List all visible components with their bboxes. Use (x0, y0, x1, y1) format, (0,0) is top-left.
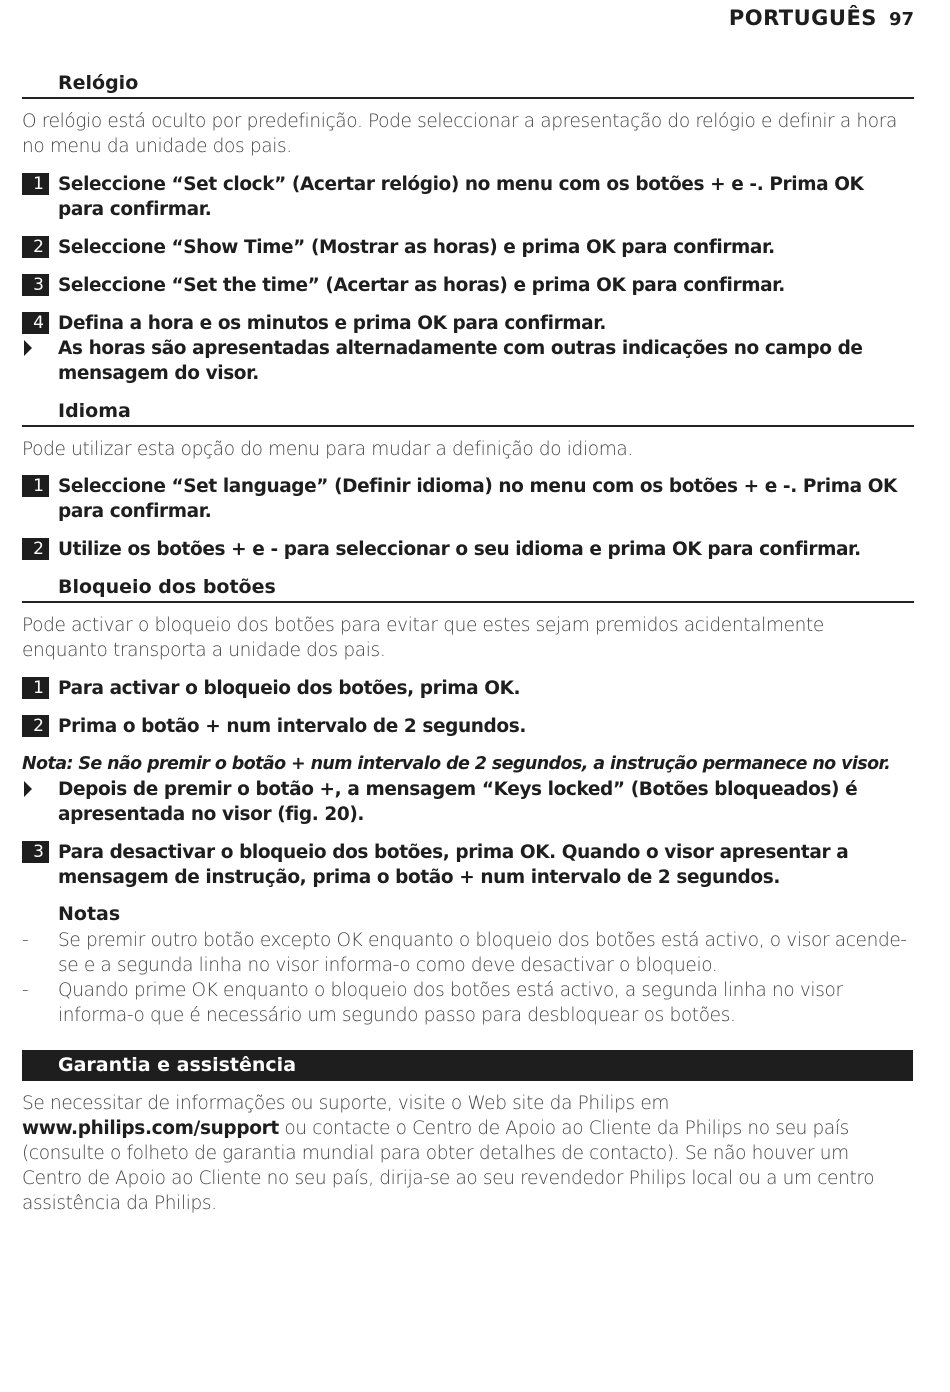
note-item (22, 978, 914, 1028)
step-text: Para desactivar o bloqueio dos botões, prima OK. Quando o visor apresentar a mensagem de instrução, prima o botão + num intervalo de 2 segundos. (58, 842, 849, 888)
step-number: 2 (22, 715, 49, 737)
page-number: 97 (888, 9, 914, 30)
language-label: PORTUGUÊS (728, 6, 877, 30)
dash-marker: - (22, 930, 29, 951)
warranty-text-start: Se necessitar de informações ou suporte, visite o Web site da Philips em (22, 1093, 670, 1114)
step-number: 3 (22, 274, 49, 296)
support-url-link[interactable]: www.philips.com/support (22, 1118, 279, 1139)
note-text: Quando prime OK enquanto o bloqueio dos botões está activo, a segunda linha no visor informa-o que é necessário um segundo passo para desbloquear os botões. (58, 980, 843, 1026)
section-heading-keylock: Bloqueio dos botões (22, 574, 914, 603)
step-number: 3 (22, 841, 49, 863)
keylock-intro: Pode activar o bloqueio dos botões para evitar que estes sejam premidos acidentalmente enquanto transporta a unidade dos pais. (22, 615, 824, 661)
step-number: 2 (22, 236, 49, 258)
dash-marker: - (22, 980, 29, 1001)
clock-step-3 (22, 273, 914, 298)
result-arrow-icon (24, 781, 32, 797)
keylock-result (22, 777, 914, 827)
step-text: Seleccione “Set language” (Definir idioma) no menu com os botões + e -. Prima OK para confirmar. (58, 476, 897, 522)
result-arrow-icon (24, 340, 32, 356)
clock-result (22, 336, 914, 386)
keylock-step-1 (22, 676, 914, 701)
step-number: 2 (22, 538, 49, 560)
language-intro: Pode utilizar esta opção do menu para mudar a definição do idioma. (22, 439, 633, 460)
language-step-2 (22, 537, 914, 562)
step-text: Seleccione “Set the time” (Acertar as horas) e prima OK para confirmar. (58, 275, 785, 296)
step-text: Utilize os botões + e - para seleccionar o seu idioma e prima OK para confirmar. (58, 539, 861, 560)
clock-step-1 (22, 172, 914, 222)
warranty-text (22, 1091, 914, 1216)
step-number: 1 (22, 677, 49, 699)
step-text: Seleccione “Set clock” (Acertar relógio) no menu com os botões + e -. Prima OK para confirmar. (58, 174, 864, 220)
section-heading-clock: Relógio (22, 70, 914, 99)
step-number: 1 (22, 475, 49, 497)
step-text: Para activar o bloqueio dos botões, prima OK. (58, 678, 521, 699)
note-text: Se premir outro botão excepto OK enquanto o bloqueio dos botões está activo, o visor acende-se e a segunda linha no visor informa-o como deve desactivar o bloqueio. (58, 930, 907, 976)
step-number: 1 (22, 173, 49, 195)
warranty-text-end: ou contacte o Centro de Apoio ao Cliente da Philips no seu país (consulte o folheto de garantia mundial para obter detalhes de contacto). Se não houver um Centro de Apoio ao Cliente no seu país, dirija-se ao seu revendedor Philips local ou a um centro assistência da Philips. (22, 1118, 875, 1214)
language-step-1 (22, 474, 914, 524)
keylock-note: Nota: Se não premir o botão + num intervalo de 2 segundos, a instrução permanece no visor. (22, 754, 891, 774)
running-header (729, 6, 914, 30)
notes-heading: Notas (58, 903, 121, 925)
clock-step-2 (22, 235, 914, 260)
keylock-step-3 (22, 840, 914, 890)
result-text: Depois de premir o botão +, a mensagem “Keys locked” (Botões bloqueados) é apresentada no visor (fig. 20). (58, 779, 858, 825)
clock-intro: O relógio está oculto por predefinição. Pode seleccionar a apresentação do relógio e definir a hora no menu da unidade dos pais. (22, 111, 898, 157)
note-item (22, 928, 914, 978)
step-text: Prima o botão + num intervalo de 2 segundos. (58, 716, 526, 737)
step-text: Defina a hora e os minutos e prima OK para confirmar. (58, 313, 606, 334)
step-number: 4 (22, 312, 49, 334)
section-heading-language: Idioma (22, 398, 914, 427)
step-text: Seleccione “Show Time” (Mostrar as horas) e prima OK para confirmar. (58, 237, 775, 258)
keylock-step-2 (22, 714, 914, 739)
clock-step-4 (22, 311, 914, 336)
section-banner-warranty: Garantia e assistência (22, 1050, 913, 1081)
result-text: As horas são apresentadas alternadamente com outras indicações no campo de mensagem do visor. (58, 338, 863, 384)
